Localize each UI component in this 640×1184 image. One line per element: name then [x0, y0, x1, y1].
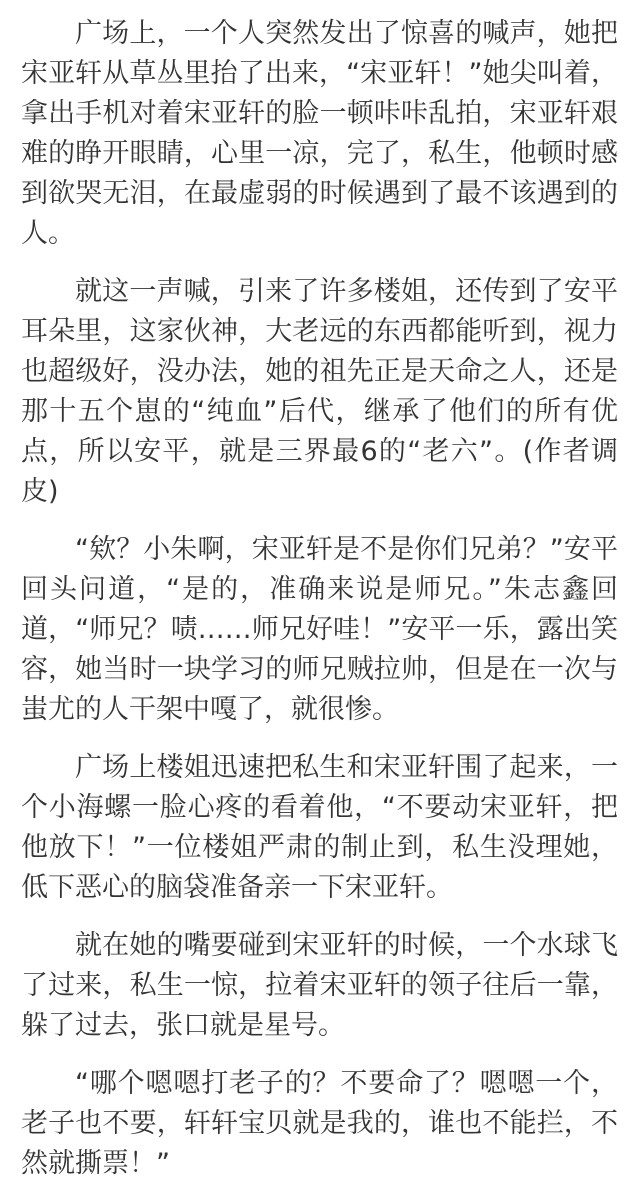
paragraph-3: “欸？小朱啊，宋亚轩是不是你们兄弟？”安平回头问道，“是的，准确来说是师兄。”朱志鑫回道，“师兄？啧……师兄好哇！”安平一乐，露出笑容，她当时一块学习的师兄贼拉帅，但是在一次与蚩尤的人干架中嘎了，就很惨。: [21, 534, 618, 725]
paragraph-1: 广场上，一个人突然发出了惊喜的喊声，她把宋亚轩从草丛里抬了出来，“宋亚轩！”她尖叫着，拿出手机对着宋亚轩的脸一顿咔咔乱拍，宋亚轩艰难的睁开眼睛，心里一凉，完了，私生，他顿时感到欲哭无泪，在最虚弱的时候遇到了最不该遇到的人。: [21, 18, 618, 249]
paragraph-2: 就这一声喊，引来了许多楼姐，还传到了安平耳朵里，这家伙神，大老远的东西都能听到，视力也超级好，没办法，她的祖先正是天命之人，还是那十五个崽的“纯血”后代，继承了他们的所有优点，所以安平，就是三界最6的“老六”。(作者调皮): [21, 276, 618, 507]
paragraph-6: “哪个嗯嗯打老子的？不要命了？嗯嗯一个，老子也不要，轩轩宝贝就是我的，谁也不能拦，不然就撕票！”: [21, 1068, 618, 1179]
paragraph-5: 就在她的嘴要碰到宋亚轩的时候，一个水球飞了过来，私生一惊，拉着宋亚轩的领子往后一靠，躲了过去，张口就是星号。: [21, 930, 618, 1041]
paragraph-4: 广场上楼姐迅速把私生和宋亚轩围了起来，一个小海螺一脸心疼的看着他，“不要动宋亚轩，把他放下！”一位楼姐严肃的制止到，私生没理她，低下恶心的脑袋准备亲一下宋亚轩。: [21, 752, 618, 903]
